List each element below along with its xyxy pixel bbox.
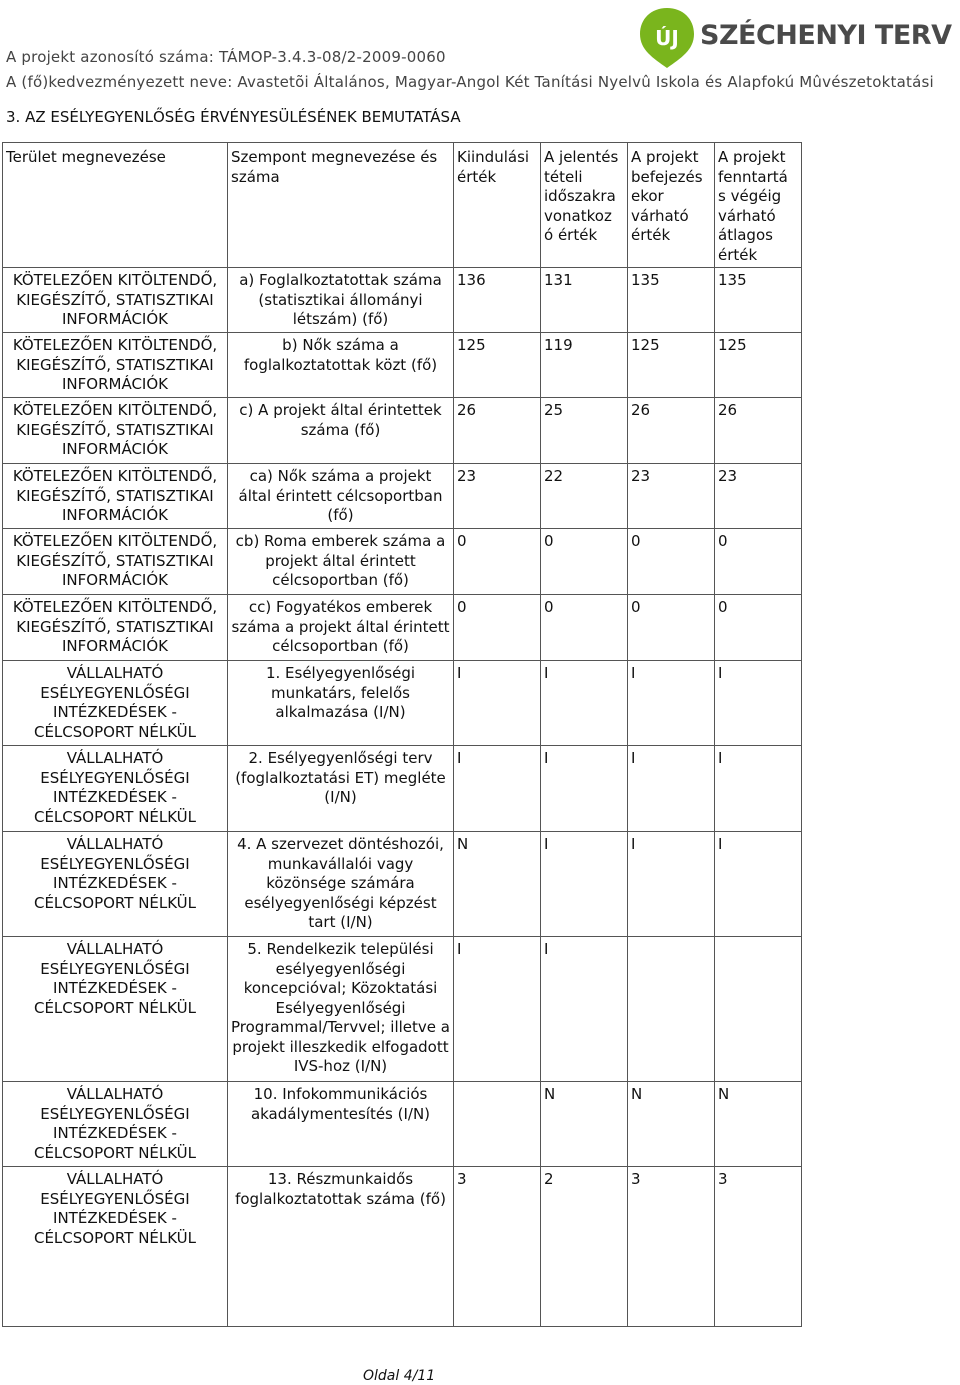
table-row — [3, 398, 802, 464]
area-cell: VÁLLALHATÓ ESÉLYEGYENLŐSÉGI INTÉZKEDÉSEK - CÉLCSOPORT NÉLKÜL — [3, 1167, 228, 1327]
end-value: I — [628, 661, 715, 746]
area-cell: KÖTELEZŐEN KITÖLTENDŐ, KIEGÉSZÍTŐ, STATISZTIKAI INFORMÁCIÓK — [3, 268, 228, 333]
table-row — [3, 1082, 802, 1167]
maintenance-value: 0 — [715, 529, 802, 595]
svg-text:ÚJ: ÚJ — [655, 26, 679, 50]
maintenance-value: 125 — [715, 333, 802, 398]
criterion-cell: ca) Nők száma a projekt által érintett célcsoportban (fő) — [228, 464, 454, 529]
table-row — [3, 746, 802, 832]
end-value: 26 — [628, 398, 715, 464]
report-value: 131 — [541, 268, 628, 333]
maintenance-value: I — [715, 661, 802, 746]
report-value: I — [541, 661, 628, 746]
header-end-expected: A projekt befejezés ekor várható érték — [628, 143, 715, 268]
criterion-cell: cc) Fogyatékos emberek száma a projekt által érintett célcsoportban (fő) — [228, 595, 454, 661]
criterion-cell: cb) Roma emberek száma a projekt által érintett célcsoportban (fő) — [228, 529, 454, 595]
table-header-row — [3, 143, 802, 268]
criterion-cell: 10. Infokommunikációs akadálymentesítés (I/N) — [228, 1082, 454, 1167]
area-cell: KÖTELEZŐEN KITÖLTENDŐ, KIEGÉSZÍTŐ, STATISZTIKAI INFORMÁCIÓK — [3, 398, 228, 464]
end-value: N — [628, 1082, 715, 1167]
baseline-value — [454, 1082, 541, 1167]
end-value: 125 — [628, 333, 715, 398]
maintenance-value: N — [715, 1082, 802, 1167]
criterion-cell: a) Foglalkoztatottak száma (statisztikai állományi létszám) (fő) — [228, 268, 454, 333]
area-cell: KÖTELEZŐEN KITÖLTENDŐ, KIEGÉSZÍTŐ, STATISZTIKAI INFORMÁCIÓK — [3, 333, 228, 398]
maintenance-value: 23 — [715, 464, 802, 529]
end-value: I — [628, 746, 715, 832]
header-maintenance-avg: A projekt fenntartá s végéig várható átlagos érték — [715, 143, 802, 268]
area-cell: VÁLLALHATÓ ESÉLYEGYENLŐSÉGI INTÉZKEDÉSEK - CÉLCSOPORT NÉLKÜL — [3, 832, 228, 937]
baseline-value: N — [454, 832, 541, 937]
report-value: 0 — [541, 529, 628, 595]
criterion-cell: 2. Esélyegyenlőségi terv (foglalkoztatási ET) megléte (I/N) — [228, 746, 454, 832]
report-value: 22 — [541, 464, 628, 529]
baseline-value: I — [454, 937, 541, 1082]
page-number: Oldal 4/11 — [363, 1368, 436, 1384]
section-title: 3. AZ ESÉLYEGYENLŐSÉG ÉRVÉNYESÜLÉSÉNEK BEMUTATÁSA — [6, 108, 461, 126]
table-row — [3, 529, 802, 595]
end-value: I — [628, 832, 715, 937]
area-cell: KÖTELEZŐEN KITÖLTENDŐ, KIEGÉSZÍTŐ, STATISZTIKAI INFORMÁCIÓK — [3, 529, 228, 595]
table-row — [3, 268, 802, 333]
maintenance-value — [715, 937, 802, 1082]
baseline-value: 125 — [454, 333, 541, 398]
beneficiary-line: A (fő)kedvezményezett neve: Avastetõi Általános, Magyar-Angol Két Tanítási Nyelvû Iskola és Alapfokú Mûvészetoktatási — [6, 73, 934, 91]
criterion-cell: b) Nők száma a foglalkoztatottak közt (fő) — [228, 333, 454, 398]
end-value — [628, 937, 715, 1082]
maintenance-value: 26 — [715, 398, 802, 464]
area-cell: VÁLLALHATÓ ESÉLYEGYENLŐSÉGI INTÉZKEDÉSEK - CÉLCSOPORT NÉLKÜL — [3, 746, 228, 832]
equality-table — [2, 142, 802, 1327]
baseline-value: 23 — [454, 464, 541, 529]
maintenance-value: 3 — [715, 1167, 802, 1327]
end-value: 135 — [628, 268, 715, 333]
table-row — [3, 661, 802, 746]
maintenance-value: I — [715, 746, 802, 832]
report-value: 2 — [541, 1167, 628, 1327]
maintenance-value: 135 — [715, 268, 802, 333]
end-value: 23 — [628, 464, 715, 529]
area-cell: VÁLLALHATÓ ESÉLYEGYENLŐSÉGI INTÉZKEDÉSEK - CÉLCSOPORT NÉLKÜL — [3, 937, 228, 1082]
baseline-value: 0 — [454, 595, 541, 661]
report-value: I — [541, 746, 628, 832]
baseline-value: 26 — [454, 398, 541, 464]
header-report-period: A jelentés tételi időszakra vonatkoz ó érték — [541, 143, 628, 268]
table-row — [3, 333, 802, 398]
criterion-cell: 1. Esélyegyenlőségi munkatárs, felelős alkalmazása (I/N) — [228, 661, 454, 746]
end-value: 3 — [628, 1167, 715, 1327]
area-cell: KÖTELEZŐEN KITÖLTENDŐ, KIEGÉSZÍTŐ, STATISZTIKAI INFORMÁCIÓK — [3, 595, 228, 661]
criterion-cell: 5. Rendelkezik települési esélyegyenlőségi koncepcióval; Közoktatási Esélyegyenlőségi Programmal/Tervvel; illetve a projekt illeszkedik elfogadott IVS-hoz (I/N) — [228, 937, 454, 1082]
end-value: 0 — [628, 595, 715, 661]
table-row — [3, 464, 802, 529]
report-value: N — [541, 1082, 628, 1167]
szechenyi-terv-logo — [638, 6, 952, 70]
report-value: I — [541, 832, 628, 937]
area-cell: VÁLLALHATÓ ESÉLYEGYENLŐSÉGI INTÉZKEDÉSEK - CÉLCSOPORT NÉLKÜL — [3, 1082, 228, 1167]
report-value: I — [541, 937, 628, 1082]
report-value: 119 — [541, 333, 628, 398]
area-cell: KÖTELEZŐEN KITÖLTENDŐ, KIEGÉSZÍTŐ, STATISZTIKAI INFORMÁCIÓK — [3, 464, 228, 529]
baseline-value: 0 — [454, 529, 541, 595]
header-criterion: Szempont megnevezése és száma — [228, 143, 454, 268]
table-row — [3, 937, 802, 1082]
table-row — [3, 1167, 802, 1327]
maintenance-value: 0 — [715, 595, 802, 661]
project-id-line: A projekt azonosító száma: TÁMOP-3.4.3-08/2-2009-0060 — [6, 48, 446, 66]
area-cell: VÁLLALHATÓ ESÉLYEGYENLŐSÉGI INTÉZKEDÉSEK - CÉLCSOPORT NÉLKÜL — [3, 661, 228, 746]
baseline-value: I — [454, 746, 541, 832]
criterion-cell: c) A projekt által érintettek száma (fő) — [228, 398, 454, 464]
logo-text: SZÉCHENYI TERV — [700, 20, 952, 51]
end-value: 0 — [628, 529, 715, 595]
baseline-value: 136 — [454, 268, 541, 333]
logo-badge-icon — [638, 6, 696, 70]
baseline-value: I — [454, 661, 541, 746]
header-baseline: Kiindulási érték — [454, 143, 541, 268]
criterion-cell: 4. A szervezet döntéshozói, munkavállalói vagy közönsége számára esélyegyenlőségi képzést tart (I/N) — [228, 832, 454, 937]
maintenance-value: I — [715, 832, 802, 937]
table-row — [3, 832, 802, 937]
report-value: 0 — [541, 595, 628, 661]
table-row — [3, 595, 802, 661]
header-area: Terület megnevezése — [3, 143, 228, 268]
report-value: 25 — [541, 398, 628, 464]
baseline-value: 3 — [454, 1167, 541, 1327]
criterion-cell: 13. Részmunkaidős foglalkoztatottak száma (fő) — [228, 1167, 454, 1327]
